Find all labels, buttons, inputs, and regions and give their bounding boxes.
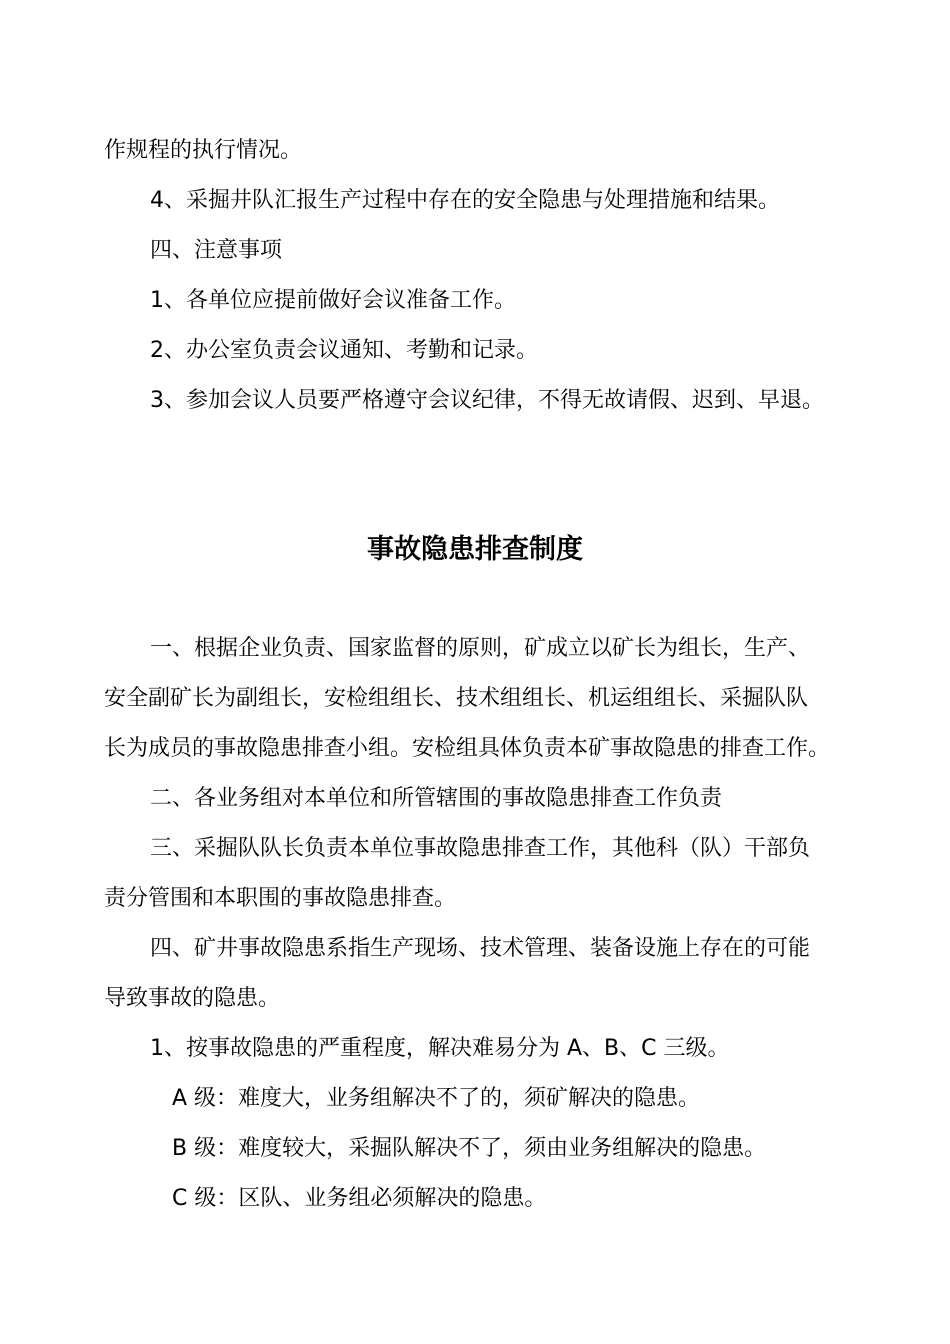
note-item-3: 3、参加会议人员要严格遵守会议纪律，不得无故请假、迟到、早退。 xyxy=(150,388,824,413)
note-item-1: 1、各单位应提前做好会议准备工作。 xyxy=(150,288,516,313)
paragraph-1-line-3: 长为成员的事故隐患排查小组。安检组具体负责本矿事故隐患的排查工作。 xyxy=(104,736,831,761)
paragraph-3-line-1: 三、采掘队队长负责本单位事故隐患排查工作，其他科（队）干部负 xyxy=(150,836,811,861)
level-a-item: A 级：难度大，业务组解决不了的，须矿解决的隐患。 xyxy=(172,1086,701,1111)
level-c-item: C 级：区队、业务组必须解决的隐患。 xyxy=(172,1186,547,1211)
paragraph-continuation: 作规程的执行情况。 xyxy=(104,138,303,163)
section-heading-notes: 四、注意事项 xyxy=(150,238,283,263)
list-item-4: 4、采掘井队汇报生产过程中存在的安全隐患与处理措施和结果。 xyxy=(150,188,780,213)
paragraph-1-line-1: 一、根据企业负责、国家监督的原则，矿成立以矿长为组长，生产、 xyxy=(150,636,811,661)
paragraph-3-line-2: 责分管围和本职围的事故隐患排查。 xyxy=(104,886,457,911)
paragraph-5: 1、按事故隐患的严重程度，解决难易分为 A、B、C 三级。 xyxy=(150,1036,730,1061)
paragraph-2: 二、各业务组对本单位和所管辖围的事故隐患排查工作负责 xyxy=(150,786,723,811)
document-title: 事故隐患排查制度 xyxy=(367,534,583,565)
note-item-2: 2、办公室负责会议通知、考勤和记录。 xyxy=(150,338,538,363)
paragraph-1-line-2: 安全副矿长为副组长，安检组组长、技术组组长、机运组组长、采掘队队 xyxy=(104,686,809,711)
paragraph-4-line-2: 导致事故的隐患。 xyxy=(104,986,281,1011)
paragraph-4-line-1: 四、矿井事故隐患系指生产现场、技术管理、装备设施上存在的可能 xyxy=(150,936,811,961)
level-b-item: B 级：难度较大，采掘队解决不了，须由业务组解决的隐患。 xyxy=(172,1136,767,1161)
